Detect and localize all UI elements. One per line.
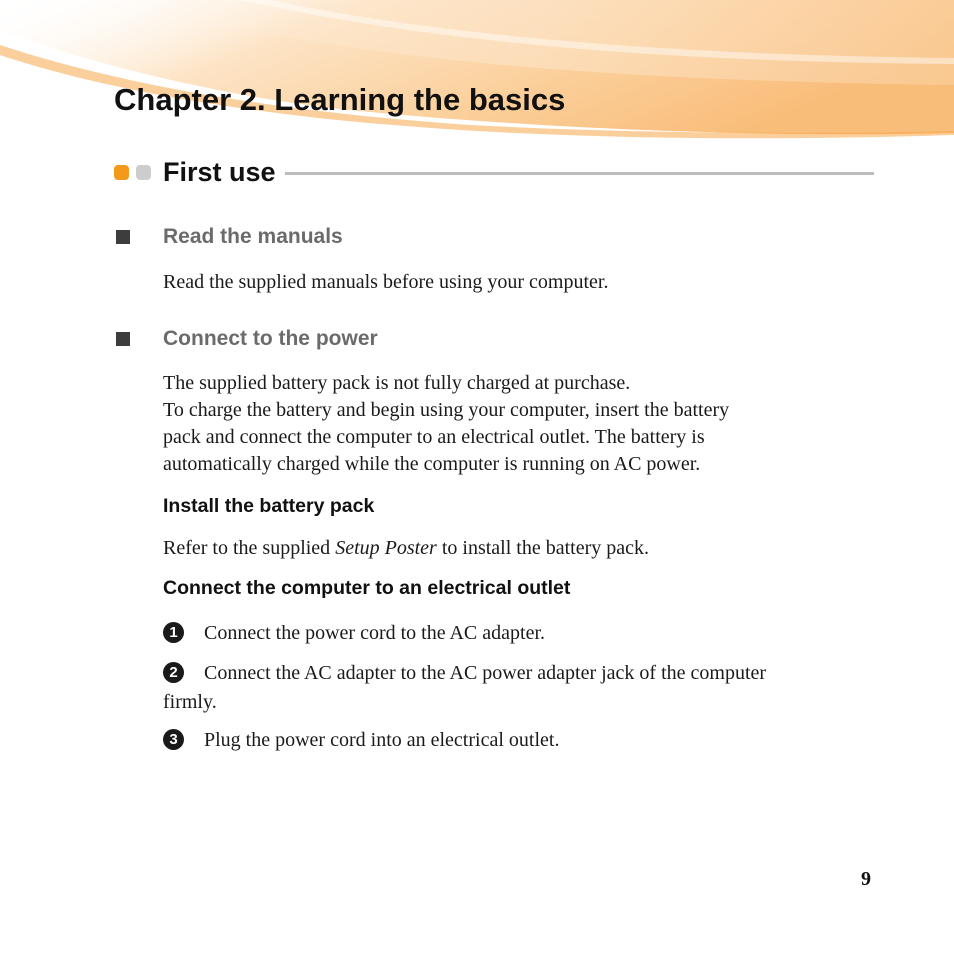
step-line: firmly. <box>163 691 217 713</box>
step-line: Connect the AC adapter to the AC power adapter jack of the computer <box>204 662 767 684</box>
step-number-badge-icon: 1 <box>163 622 184 643</box>
step-text <box>204 726 559 755</box>
step-line: Connect the power cord to the AC adapter. <box>204 622 546 644</box>
install-battery-paragraph <box>163 535 649 562</box>
paragraph-line <box>163 535 649 562</box>
connect-power-paragraph <box>163 370 729 478</box>
section-heading <box>114 156 874 188</box>
step-text <box>204 619 545 648</box>
square-bullet-icon <box>116 230 130 244</box>
step-text <box>163 659 767 717</box>
subheading-title: Connect to the power <box>163 327 378 350</box>
section-title: First use <box>163 157 276 187</box>
paragraph-line: To charge the battery and begin using your computer, insert the battery <box>163 399 730 421</box>
install-battery-heading: Install the battery pack <box>163 495 375 517</box>
step-line: Plug the power cord into an electrical outlet. <box>204 729 560 751</box>
text-run: Refer to the supplied <box>163 537 336 559</box>
paragraph-line: Read the supplied manuals before using your computer. <box>163 271 609 293</box>
section-divider <box>285 172 874 175</box>
section-marker-grey-icon <box>136 165 151 180</box>
chapter-title: Chapter 2. Learning the basics <box>114 82 566 117</box>
step-number-badge-icon: 2 <box>163 662 184 683</box>
setup-poster-title: Setup Poster <box>335 537 437 559</box>
square-bullet-icon <box>116 332 130 346</box>
subheading-connect-power <box>114 324 814 354</box>
step-number-badge-icon: 3 <box>163 729 184 750</box>
subheading-title: Read the manuals <box>163 225 343 248</box>
page-number: 9 <box>861 868 871 890</box>
section-marker-orange-icon <box>114 165 129 180</box>
text-run: to install the battery pack. <box>436 537 650 559</box>
connect-outlet-heading: Connect the computer to an electrical outlet <box>163 577 571 599</box>
paragraph-line: The supplied battery pack is not fully charged at purchase. <box>163 372 631 394</box>
subheading-read-manuals <box>114 222 814 252</box>
read-manuals-paragraph <box>163 269 608 296</box>
paragraph-line: automatically charged while the computer is running on AC power. <box>163 453 701 475</box>
paragraph-line: pack and connect the computer to an electrical outlet. The battery is <box>163 426 705 448</box>
